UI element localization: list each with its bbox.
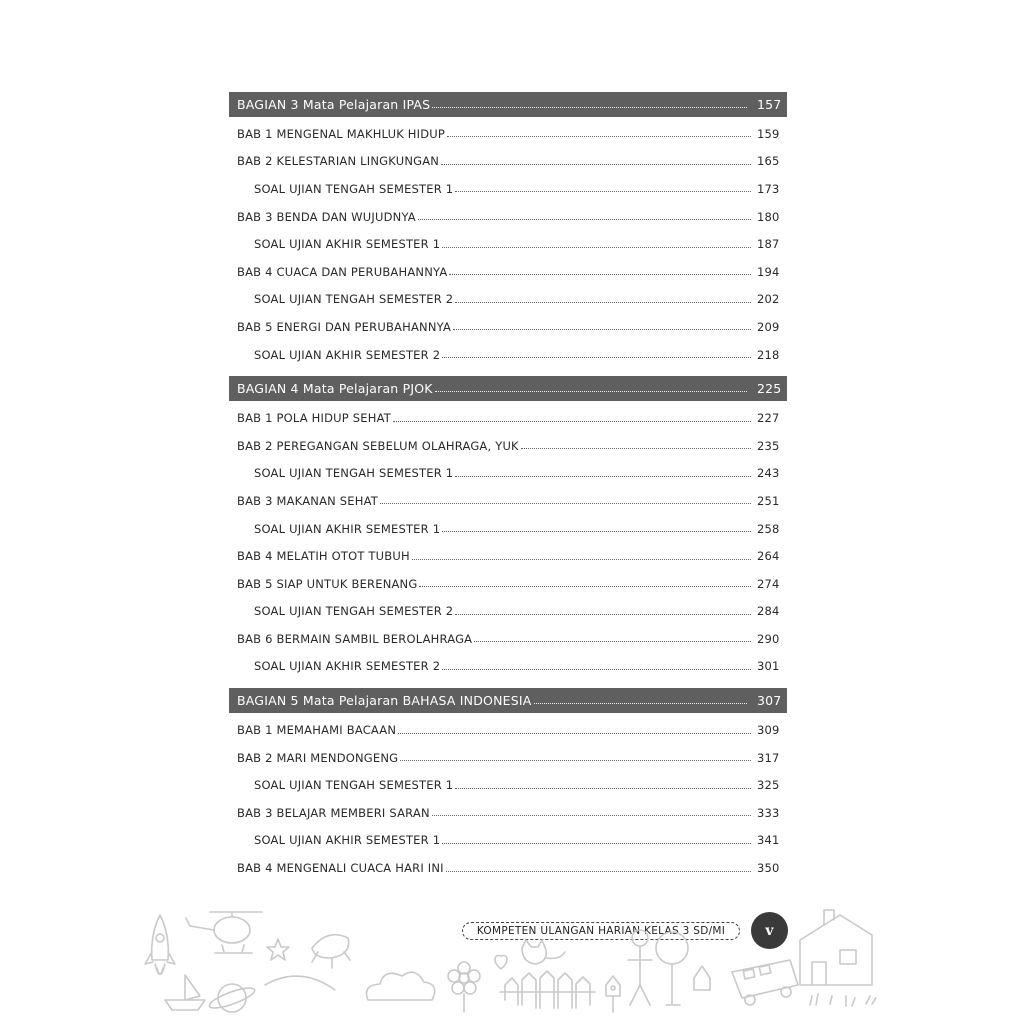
toc-chapter-entry[interactable] [229,744,787,772]
big-house-icon [800,910,872,985]
dot-leader [534,703,748,704]
entry-page-number: 194 [757,264,780,279]
toc-chapter-entry[interactable] [229,313,787,341]
entry-label: SOAL UJIAN TENGAH SEMESTER 1 [254,181,454,196]
toc-exam-entry[interactable] [229,515,787,543]
toc-chapter-entry[interactable] [229,203,787,231]
section-title: BAGIAN 5 Mata Pelajaran BAHASA INDONESIA [237,693,532,709]
dot-leader [380,503,751,504]
toc-exam-entry[interactable] [229,286,787,314]
dot-leader [455,191,751,192]
dot-leader [432,107,747,108]
toc-exam-entry[interactable] [229,230,787,258]
entry-page-number: 290 [757,631,780,646]
entry-page-number: 341 [757,833,780,848]
entry-page-number: 243 [757,466,780,481]
dot-leader [393,421,751,422]
dot-leader [432,815,751,816]
section-header [229,688,787,713]
entry-label: BAB 4 CUACA DAN PERUBAHANNYA [237,264,448,279]
toc-chapter-entry[interactable] [229,148,787,176]
entry-label: BAB 2 PEREGANGAN SEBELUM OLAHRAGA, YUK [237,438,519,453]
page-footer [462,912,790,952]
dot-leader [398,733,751,734]
entry-label: BAB 5 SIAP UNTUK BERENANG [237,576,418,591]
section-page-number: 307 [757,693,782,709]
entry-label: SOAL UJIAN AKHIR SEMESTER 1 [254,237,441,252]
dot-leader [453,329,751,330]
dot-leader [447,136,751,137]
toc-chapter-entry[interactable] [229,799,787,827]
entry-label: SOAL UJIAN TENGAH SEMESTER 1 [254,778,454,793]
toc-chapter-entry[interactable] [229,854,787,882]
section-header [229,92,787,117]
fence-icon [500,971,595,1008]
hill-icon [265,976,335,990]
entry-label: SOAL UJIAN TENGAH SEMESTER 1 [254,466,454,481]
dot-leader [449,274,751,275]
dot-leader [435,391,747,392]
dot-leader [474,641,751,642]
toc-exam-entry[interactable] [229,653,787,681]
entry-label: BAB 2 MARI MENDONGENG [237,750,399,765]
toc-chapter-entry[interactable] [229,487,787,515]
entry-page-number: 258 [757,521,780,536]
section-page-number: 225 [757,381,782,397]
toc-chapter-entry[interactable] [229,570,787,598]
toc-chapter-entry[interactable] [229,258,787,286]
section-spacer [229,368,787,376]
cloud-icon [367,972,435,1000]
entry-page-number: 251 [757,493,780,508]
entry-label: BAB 2 KELESTARIAN LINGKUNGAN [237,154,440,169]
birdhouse-icon [606,976,620,1012]
house-icon [694,966,710,990]
section-page-number: 157 [757,97,782,112]
entry-page-number: 187 [757,237,780,252]
dot-leader [455,302,751,303]
section-header [229,376,787,401]
page-number-badge: v [751,912,788,949]
book-title-label: KOMPETEN ULANGAN HARIAN KELAS 3 SD/MI [462,922,740,940]
dot-leader [521,448,751,449]
entry-label: SOAL UJIAN AKHIR SEMESTER 1 [254,833,441,848]
section-title: BAGIAN 3 Mata Pelajaran IPAS [237,97,431,112]
bus-icon [732,960,798,1005]
dot-leader [442,669,751,670]
dot-leader [446,871,751,872]
dot-leader [442,843,751,844]
toc-exam-entry[interactable] [229,827,787,855]
entry-page-number: 218 [757,347,780,362]
entry-page-number: 350 [757,861,780,876]
entry-page-number: 301 [757,659,780,674]
entry-label: SOAL UJIAN AKHIR SEMESTER 1 [254,521,441,536]
entry-page-number: 333 [757,805,780,820]
entry-label: BAB 1 MEMAHAMI BACAAN [237,723,397,738]
entry-page-number: 180 [757,209,780,224]
entry-page-number: 284 [757,604,780,619]
section-title: BAGIAN 4 Mata Pelajaran PJOK [237,381,433,397]
dot-leader [441,164,751,165]
toc-chapter-entry[interactable] [229,625,787,653]
entry-page-number: 325 [757,778,780,793]
entry-label: BAB 6 BERMAIN SAMBIL BEROLAHRAGA [237,631,473,646]
toc-exam-entry[interactable] [229,771,787,799]
entry-page-number: 227 [757,411,780,426]
entry-label: BAB 1 POLA HIDUP SEHAT [237,411,391,426]
entry-page-number: 274 [757,576,780,591]
rocket-icon [145,915,175,975]
entry-label: BAB 3 BENDA DAN WUJUDNYA [237,209,416,224]
heart-icon [495,956,507,970]
entry-label: BAB 4 MELATIH OTOT TUBUH [237,549,410,564]
ufo-icon [312,935,350,968]
helicopter-icon [186,912,262,953]
entry-page-number: 317 [757,750,780,765]
entry-label: BAB 3 MAKANAN SEHAT [237,493,379,508]
dot-leader [455,614,751,615]
entry-page-number: 165 [757,154,780,169]
entry-page-number: 209 [757,319,780,334]
dot-leader [442,357,751,358]
dot-leader [442,247,751,248]
entry-label: BAB 3 BELAJAR MEMBERI SARAN [237,805,430,820]
section-spacer [229,680,787,688]
dot-leader [455,476,751,477]
entry-page-number: 309 [757,723,780,738]
entry-label: BAB 1 MENGENAL MAKHLUK HIDUP [237,126,446,141]
planet-icon [207,984,256,1012]
entry-label: SOAL UJIAN TENGAH SEMESTER 2 [254,292,454,307]
toc-exam-entry[interactable] [229,341,787,369]
flower-icon [448,962,480,1012]
dot-leader [400,760,751,761]
grass-icon [810,994,876,1006]
toc-chapter-entry[interactable] [229,404,787,432]
dot-leader [419,586,751,587]
dot-leader [412,559,751,560]
entry-page-number: 173 [757,181,780,196]
toc-chapter-entry[interactable] [229,716,787,744]
entry-label: SOAL UJIAN TENGAH SEMESTER 2 [254,604,454,619]
toc-chapter-entry[interactable] [229,432,787,460]
toc-exam-entry[interactable] [229,460,787,488]
entry-page-number: 202 [757,292,780,307]
table-of-contents [229,92,787,882]
dot-leader [455,788,751,789]
toc-exam-entry[interactable] [229,598,787,626]
entry-label: BAB 5 ENERGI DAN PERUBAHANNYA [237,319,452,334]
entry-label: SOAL UJIAN AKHIR SEMESTER 2 [254,659,441,674]
entry-label: SOAL UJIAN AKHIR SEMESTER 2 [254,347,441,362]
entry-page-number: 159 [757,126,780,141]
dot-leader [442,531,751,532]
entry-page-number: 264 [757,549,780,564]
entry-page-number: 235 [757,438,780,453]
toc-chapter-entry[interactable] [229,120,787,148]
toc-chapter-entry[interactable] [229,542,787,570]
boat-icon [165,975,205,1010]
entry-label: BAB 4 MENGENALI CUACA HARI INI [237,861,444,876]
star-icon [267,939,289,960]
dot-leader [418,219,751,220]
toc-exam-entry[interactable] [229,175,787,203]
